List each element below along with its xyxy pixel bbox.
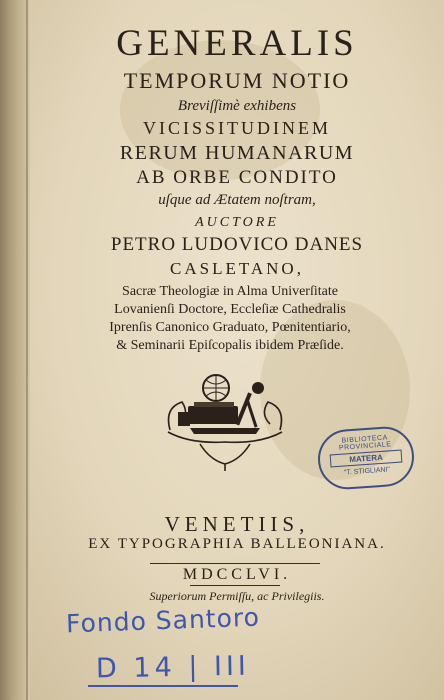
- binding-edge: [26, 0, 28, 700]
- credentials-line: Iprenſis Canonico Graduato, Pœnitentiario,: [109, 320, 351, 335]
- credentials-line: & Seminarii Epiſcopalis ibidem Præſide.: [116, 338, 344, 353]
- imprint-license: Superiorum Permiſſu, ac Privilegiis.: [149, 589, 325, 603]
- title-line-5: RERUM HUMANARUM: [119, 142, 355, 164]
- title-line-6: AB ORBE CONDITO: [136, 167, 338, 188]
- credentials-line: Lovanienſi Doctore, Eccleſiæ Cathedralis: [114, 302, 346, 317]
- author-label: AUCTORE: [195, 215, 279, 230]
- stamp-bottom-text: "T. STIGLIANI": [343, 466, 391, 477]
- handwritten-collection-note: Fondo Santoro: [65, 602, 261, 639]
- divider-rule: [150, 563, 320, 564]
- credentials-line: Sacræ Theologiæ in Alma Univerſitate: [122, 284, 338, 299]
- imprint-year: MDCCLVI.: [182, 566, 292, 583]
- imprint-printer: EX TYPOGRAPHIA BALLEONIANA.: [88, 536, 386, 552]
- divider-rule: [190, 585, 280, 586]
- printers-ornament-icon: [160, 368, 290, 472]
- title-line-4: VICISSITUDINEM: [143, 118, 331, 138]
- author-origin: CASLETANO,: [170, 259, 304, 278]
- title-line-1: GENERALIS: [116, 23, 358, 64]
- author-name: PETRO LUDOVICO DANES: [110, 234, 364, 255]
- title-line-3: Breviſſimè exhibens: [177, 98, 297, 114]
- handwritten-underline: [88, 685, 238, 687]
- imprint-place: VENETIIS,: [164, 512, 310, 536]
- title-line-7: uſque ad Ætatem noſtram,: [158, 192, 316, 208]
- author-credentials: [50, 283, 410, 355]
- handwritten-shelfmark: D 14 | III: [95, 650, 251, 685]
- stamp-top-text: BIBLIOTECA PROVINCIALE: [338, 434, 392, 452]
- stamp-middle-text: MATERA: [330, 450, 403, 468]
- library-stamp: [316, 425, 416, 492]
- title-line-2: TEMPORUM NOTIO: [123, 68, 351, 93]
